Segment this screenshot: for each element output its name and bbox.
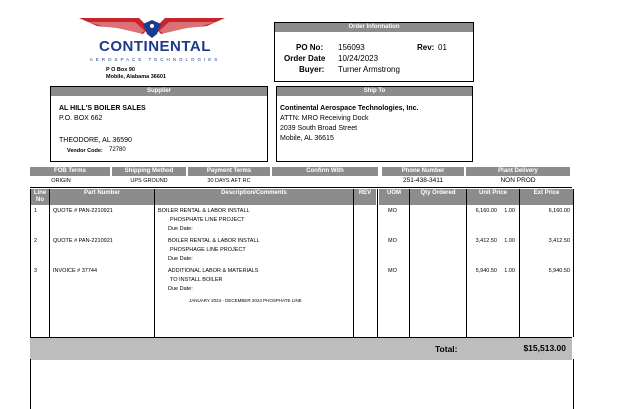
row-unit-price: 1.00 [504, 238, 515, 244]
order-date-label: Order Date [284, 54, 326, 63]
row-part-number: INVOICE # 37744 [53, 268, 98, 274]
row-due-date: Due Date: [168, 226, 193, 232]
row-line-number: 1 [34, 208, 38, 214]
vendor-code-label: Vendor Code: [67, 148, 103, 154]
col-header-line-no: Line No [31, 189, 49, 205]
row-line-number: 3 [34, 268, 38, 274]
vendor-code-value: 72780 [109, 147, 126, 153]
row-due-date: Due Date: [168, 256, 193, 262]
rev-value: 01 [438, 43, 447, 52]
brand-name: CONTINENTAL [99, 38, 211, 55]
terms-header-shipping: Shipping Method [112, 167, 186, 176]
row-uom: MO [388, 268, 397, 274]
col-header-uom: UOM [379, 189, 409, 205]
col-header-rev: REV [354, 189, 376, 205]
row-description: ADDITIONAL LABOR & MATERIALS [168, 268, 259, 274]
row-ext-price: 3,412.50 [548, 238, 570, 244]
table-row [31, 207, 573, 237]
ship-to-header: Ship To [277, 87, 472, 96]
row-uom: MO [388, 208, 397, 214]
row-description-2: PHOSPHATE LINE PROJECT [170, 217, 245, 223]
supplier-header: Supplier [51, 87, 267, 96]
terms-header-phone: Phone Number [382, 167, 464, 176]
company-address-line1: P O Box 90 [106, 67, 135, 73]
footer-area [30, 359, 574, 409]
ship-to-line1: ATTN: MRO Receiving Dock [280, 115, 369, 122]
row-line-number: 2 [34, 238, 38, 244]
rev-label: Rev: [417, 43, 435, 52]
terms-value-shipping: UPS GROUND [130, 178, 168, 184]
col-header-qty: Qty Ordered [410, 189, 466, 205]
terms-value-plant: NON PROD [500, 177, 536, 184]
row-description: BOILER RENTAL & LABOR INSTALL [158, 208, 250, 214]
row-qty: 5,940.50 [475, 268, 497, 274]
col-header-part-number: Part Number [50, 189, 154, 205]
terms-row [30, 167, 572, 188]
ship-to-line3: Mobile, AL 36615 [280, 135, 334, 142]
terms-header-payment: Payment Terms [188, 167, 270, 176]
ship-to-box [276, 86, 473, 162]
line-items-table [30, 189, 574, 337]
row-ext-price: 6,160.00 [548, 208, 570, 214]
order-date-value: 10/24/2023 [338, 54, 379, 63]
row-description-2: TO INSTALL BOILER [170, 277, 223, 283]
row-uom: MO [388, 238, 397, 244]
row-qty: 3,412.50 [475, 238, 497, 244]
table-row [31, 237, 573, 267]
company-address-line2: Mobile, Alabama 36601 [106, 74, 167, 80]
col-header-ext-price: Ext Price [520, 189, 573, 205]
terms-header-confirm: Confirm With [272, 167, 378, 176]
col-header-unit-price: Unit Price [467, 189, 519, 205]
row-part-number: QUOTE # PAN-2210921 [53, 208, 113, 214]
terms-header-fob: FOB Terms [30, 167, 110, 176]
terms-header-plant: Plant Delivery [466, 167, 570, 176]
total-bar [30, 337, 572, 360]
row-unit-price: 1.00 [504, 208, 515, 214]
buyer-value: Turner Armstrong [338, 65, 400, 74]
eagle-wings-icon [77, 14, 227, 40]
ship-to-name: Continental Aerospace Technologies, Inc. [280, 105, 419, 112]
total-value: $15,513.00 [523, 343, 566, 353]
supplier-name: AL HILL'S BOILER SALES [59, 105, 146, 112]
row-note: JANUARY 2024 - DECEMBER 2024 PHOSPHATE LINE [189, 298, 302, 303]
row-description: BOILER RENTAL & LABOR INSTALL [168, 238, 260, 244]
supplier-line2: THEODORE, AL 36590 [59, 137, 132, 144]
total-label: Total: [435, 344, 458, 354]
row-description-2: PHOSPHAGE LINE PROJECT [170, 247, 246, 253]
row-qty: 6,160.00 [475, 208, 497, 214]
table-row [31, 267, 573, 313]
terms-value-fob: ORIGIN [51, 178, 71, 184]
po-value: 156093 [338, 43, 365, 52]
buyer-label: Buyer: [299, 65, 325, 74]
supplier-box [50, 86, 268, 162]
row-ext-price: 5,940.50 [548, 268, 570, 274]
terms-value-phone: 251-438-3411 [403, 177, 443, 184]
row-due-date: Due Date: [168, 286, 193, 292]
supplier-line1: P.O. BOX 662 [59, 115, 103, 122]
row-part-number: QUOTE # PAN-2210921 [53, 238, 113, 244]
po-label: PO No: [296, 43, 324, 52]
ship-to-line2: 2039 South Broad Street [280, 125, 358, 132]
terms-value-payment: 30 DAYS AFT RC [207, 178, 251, 184]
brand-subtitle: AEROSPACE TECHNOLOGIES [89, 57, 221, 62]
order-info-box [274, 22, 474, 82]
company-logo [72, 10, 232, 72]
order-info-header: Order Information [275, 23, 473, 32]
row-unit-price: 1.00 [504, 268, 515, 274]
col-header-description: Description/Comments [155, 189, 353, 205]
